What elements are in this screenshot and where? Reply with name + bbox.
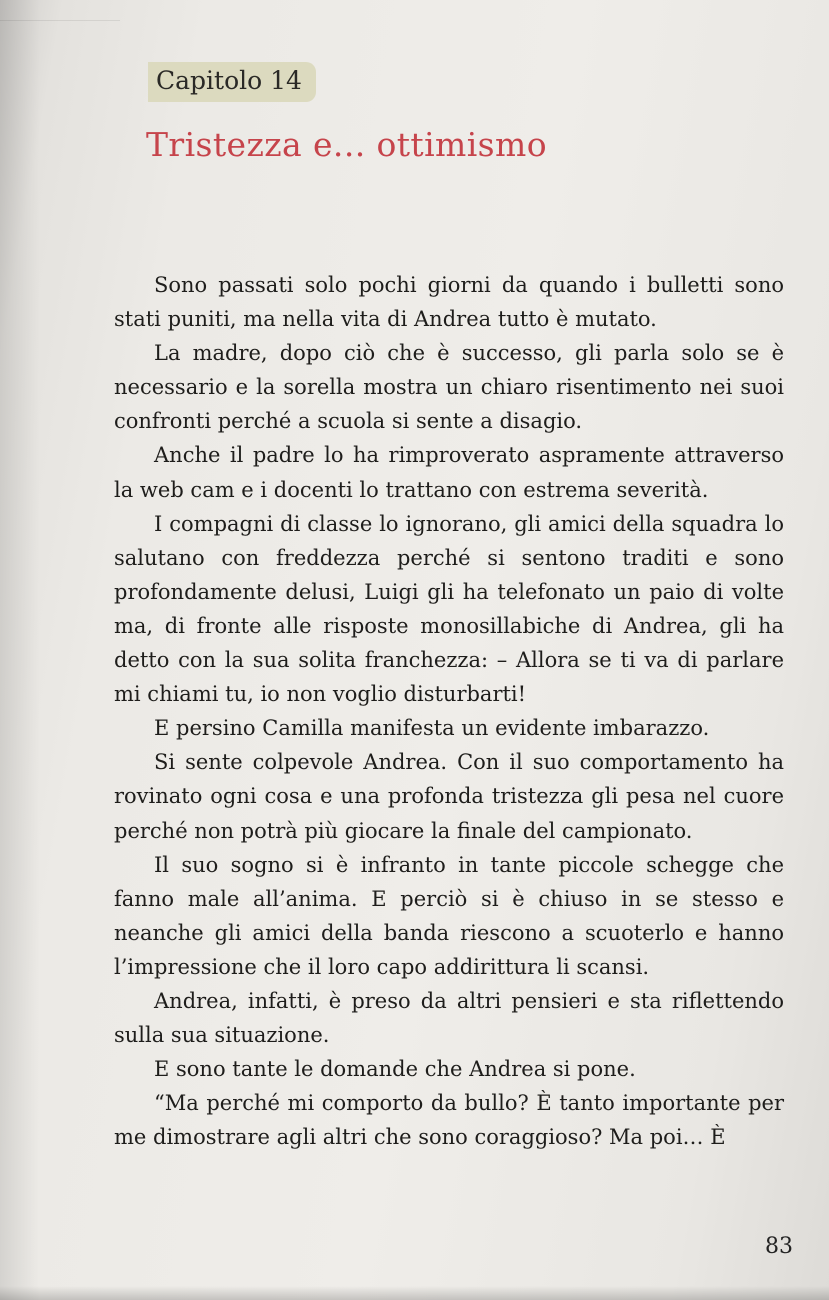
- page-number: 83: [765, 1234, 793, 1259]
- paragraph: Anche il padre lo ha rimproverato aspramente attraverso la web cam e i docenti lo trattano con estrema severità.: [114, 443, 784, 502]
- paragraph: “Ma perché mi comporto da bullo? È tanto importante per me dimostrare agli altri che sono coraggioso? Ma poi… È: [114, 1091, 784, 1150]
- page-bottom-shadow: [0, 1286, 829, 1300]
- chapter-title: Tristezza e... ottimismo: [146, 125, 547, 164]
- spine-shadow: [0, 0, 40, 1300]
- paragraph: I compagni di classe lo ignorano, gli amici della squadra lo salutano con freddezza perché si sentono traditi e sono profondamente delusi, Luigi gli ha telefonato un paio di volte ma, di fronte alle risposte monosillabiche di Andrea, gli ha detto con la sua solita franchezza: – Allora se ti va di parlare mi chiami tu, io non voglio disturbarti!: [114, 511, 784, 707]
- paragraph: Il suo sogno si è infranto in tante piccole schegge che fanno male all’anima. E perciò si è chiuso in se stesso e neanche gli amici della banda riescono a scuoterlo e hanno l’impressione che il loro capo addirittura li scansi.: [114, 852, 784, 979]
- chapter-body: [114, 268, 784, 1154]
- paragraph: La madre, dopo ciò che è successo, gli parla solo se è necessario e la sorella mostra un chiaro risentimento nei suoi confronti perché a scuola si sente a disagio.: [114, 341, 784, 434]
- paragraph: Sono passati solo pochi giorni da quando i bulletti sono stati puniti, ma nella vita di Andrea tutto è mutato.: [114, 273, 784, 332]
- paragraph: Si sente colpevole Andrea. Con il suo comportamento ha rovinato ogni cosa e una profonda tristezza gli pesa nel cuore perché non potrà più giocare la finale del campionato.: [114, 750, 784, 843]
- paragraph: Andrea, infatti, è preso da altri pensieri e sta riflettendo sulla sua situazione.: [114, 988, 784, 1048]
- paragraph: E persino Camilla manifesta un evidente imbarazzo.: [154, 716, 710, 741]
- chapter-number: Capitolo 14: [148, 62, 316, 102]
- paragraph: E sono tante le domande che Andrea si pone.: [154, 1057, 636, 1082]
- page-edge: [0, 0, 120, 21]
